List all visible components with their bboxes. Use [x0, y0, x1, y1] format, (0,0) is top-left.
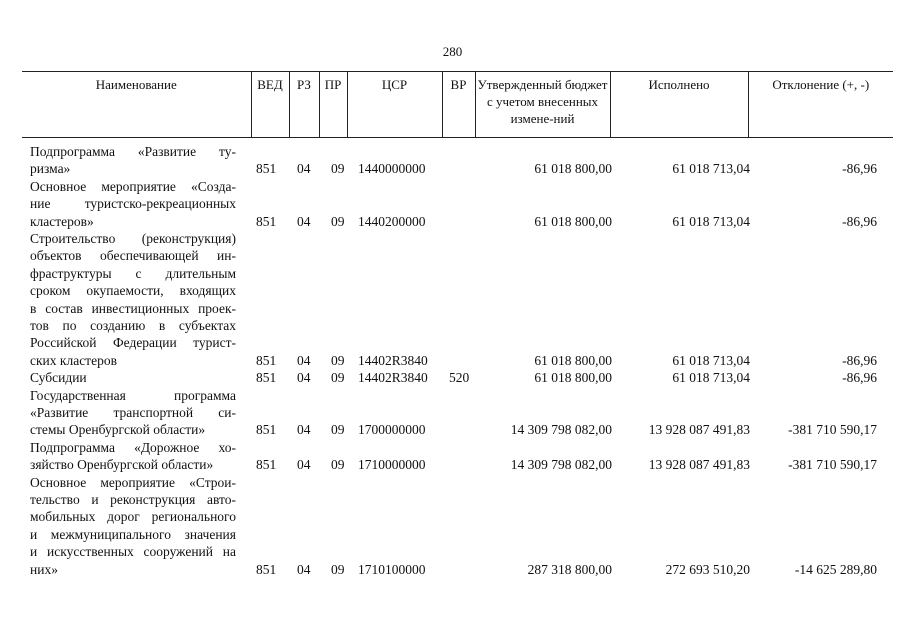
row-csr: 1710100000 [358, 561, 426, 577]
row-ved: 851 [256, 161, 277, 177]
row-csr: 1710000000 [358, 457, 426, 473]
row-name-line: объектов обеспечивающей ин- [30, 248, 236, 264]
page-number: 280 [442, 44, 463, 59]
row-name [30, 369, 236, 386]
header-pr: ПР [319, 72, 347, 138]
row-name-line: стемы Оренбургской области» [30, 422, 206, 438]
row-ved: 851 [256, 370, 277, 386]
row-name-line: и межмуниципального значения [30, 526, 236, 542]
row-csr: 1440000000 [358, 161, 426, 177]
row-deviation: -86,96 [842, 352, 877, 368]
row-pr: 09 [331, 213, 345, 229]
row-name-line: фраструктуры с длительным [30, 265, 236, 281]
row-name-line: тов по созданию в субъектах [30, 318, 236, 334]
row-budget: 14 309 798 082,00 [510, 457, 612, 473]
row-deviation: -86,96 [842, 213, 877, 229]
row-rz: 04 [297, 370, 311, 386]
row-name-line: кластеров» [30, 213, 94, 229]
row-ved: 851 [256, 352, 277, 368]
row-name-line: Подпрограмма «Развитие ту- [30, 144, 236, 159]
row-name [30, 230, 236, 369]
row-csr: 14402R3840 [358, 370, 428, 386]
row-deviation: -86,96 [842, 161, 877, 177]
header-name: Наименование [22, 72, 251, 138]
header-rz: РЗ [289, 72, 319, 138]
row-ved: 851 [256, 422, 277, 438]
row-done: 61 018 713,04 [672, 161, 750, 177]
row-done: 61 018 713,04 [672, 352, 750, 368]
row-name [30, 474, 236, 578]
row-budget: 14 309 798 082,00 [510, 422, 612, 438]
row-budget: 61 018 800,00 [534, 213, 612, 229]
row-name-line: в состав инвестиционных проек- [30, 300, 236, 316]
row-deviation: -86,96 [842, 370, 877, 386]
row-budget: 61 018 800,00 [534, 370, 612, 386]
row-budget: 61 018 800,00 [534, 352, 612, 368]
row-done: 13 928 087 491,83 [648, 457, 750, 473]
row-name-line: мобильных дорог регионального [30, 509, 236, 525]
row-name-line: и искусственных сооружений на [30, 544, 236, 560]
row-done: 272 693 510,20 [665, 561, 750, 577]
row-ved: 851 [256, 457, 277, 473]
row-rz: 04 [297, 561, 311, 577]
row-csr: 1700000000 [358, 422, 426, 438]
row-name-line: Российской Федерации турист- [30, 335, 236, 351]
row-name-line: Основное мероприятие «Созда- [30, 178, 236, 194]
row-rz: 04 [297, 213, 311, 229]
row-done: 61 018 713,04 [672, 370, 750, 386]
header-budget: Утвержденный бюджет с учетом внесенных измене-ний [475, 72, 610, 138]
row-csr: 1440200000 [358, 213, 426, 229]
row-name [30, 387, 236, 439]
row-name-line: Подпрограмма «Дорожное хо- [30, 439, 236, 455]
row-pr: 09 [331, 422, 345, 438]
header-deviation: Отклонение (+, -) [748, 72, 893, 138]
row-deviation: -381 710 590,17 [788, 457, 877, 473]
row-name-line: ние туристско-рекреационных [30, 196, 236, 212]
row-name-line: сроком окупаемости, входящих [30, 283, 236, 299]
row-pr: 09 [331, 457, 345, 473]
row-rz: 04 [297, 457, 311, 473]
row-name-line: них» [30, 561, 58, 577]
header-csr: ЦСР [347, 72, 442, 138]
header-done: Исполнено [610, 72, 748, 138]
row-rz: 04 [297, 161, 311, 177]
table-header [22, 71, 893, 138]
header-vr: ВР [442, 72, 475, 138]
row-rz: 04 [297, 422, 311, 438]
row-name-line: тельство и реконструкция авто- [30, 492, 236, 507]
row-name [30, 178, 236, 230]
row-name [30, 439, 236, 474]
row-name-line: Субсидии [30, 370, 87, 386]
row-pr: 09 [331, 161, 345, 177]
row-deviation: -14 625 289,80 [794, 561, 877, 577]
row-name-line: ризма» [30, 161, 71, 177]
row-ved: 851 [256, 213, 277, 229]
row-csr: 14402R3840 [358, 352, 428, 368]
row-pr: 09 [331, 370, 345, 386]
row-name-line: Строительство (реконструкция) [30, 231, 236, 246]
row-name-line: «Развитие транспортной си- [30, 405, 236, 420]
row-name-line: Основное мероприятие «Строи- [30, 474, 236, 490]
row-done: 13 928 087 491,83 [648, 422, 750, 438]
row-deviation: -381 710 590,17 [788, 422, 877, 438]
row-name-line: Государственная программа [30, 387, 236, 403]
row-budget: 287 318 800,00 [527, 561, 612, 577]
header-ved: ВЕД [251, 72, 289, 138]
row-name-line: ских кластеров [30, 352, 117, 368]
row-budget: 61 018 800,00 [534, 161, 612, 177]
row-vr: 520 [449, 370, 470, 386]
row-name-line: зяйство Оренбургской области» [30, 457, 214, 473]
row-pr: 09 [331, 352, 345, 368]
row-name [30, 143, 236, 178]
row-ved: 851 [256, 561, 277, 577]
row-rz: 04 [297, 352, 311, 368]
row-pr: 09 [331, 561, 345, 577]
row-done: 61 018 713,04 [672, 213, 750, 229]
